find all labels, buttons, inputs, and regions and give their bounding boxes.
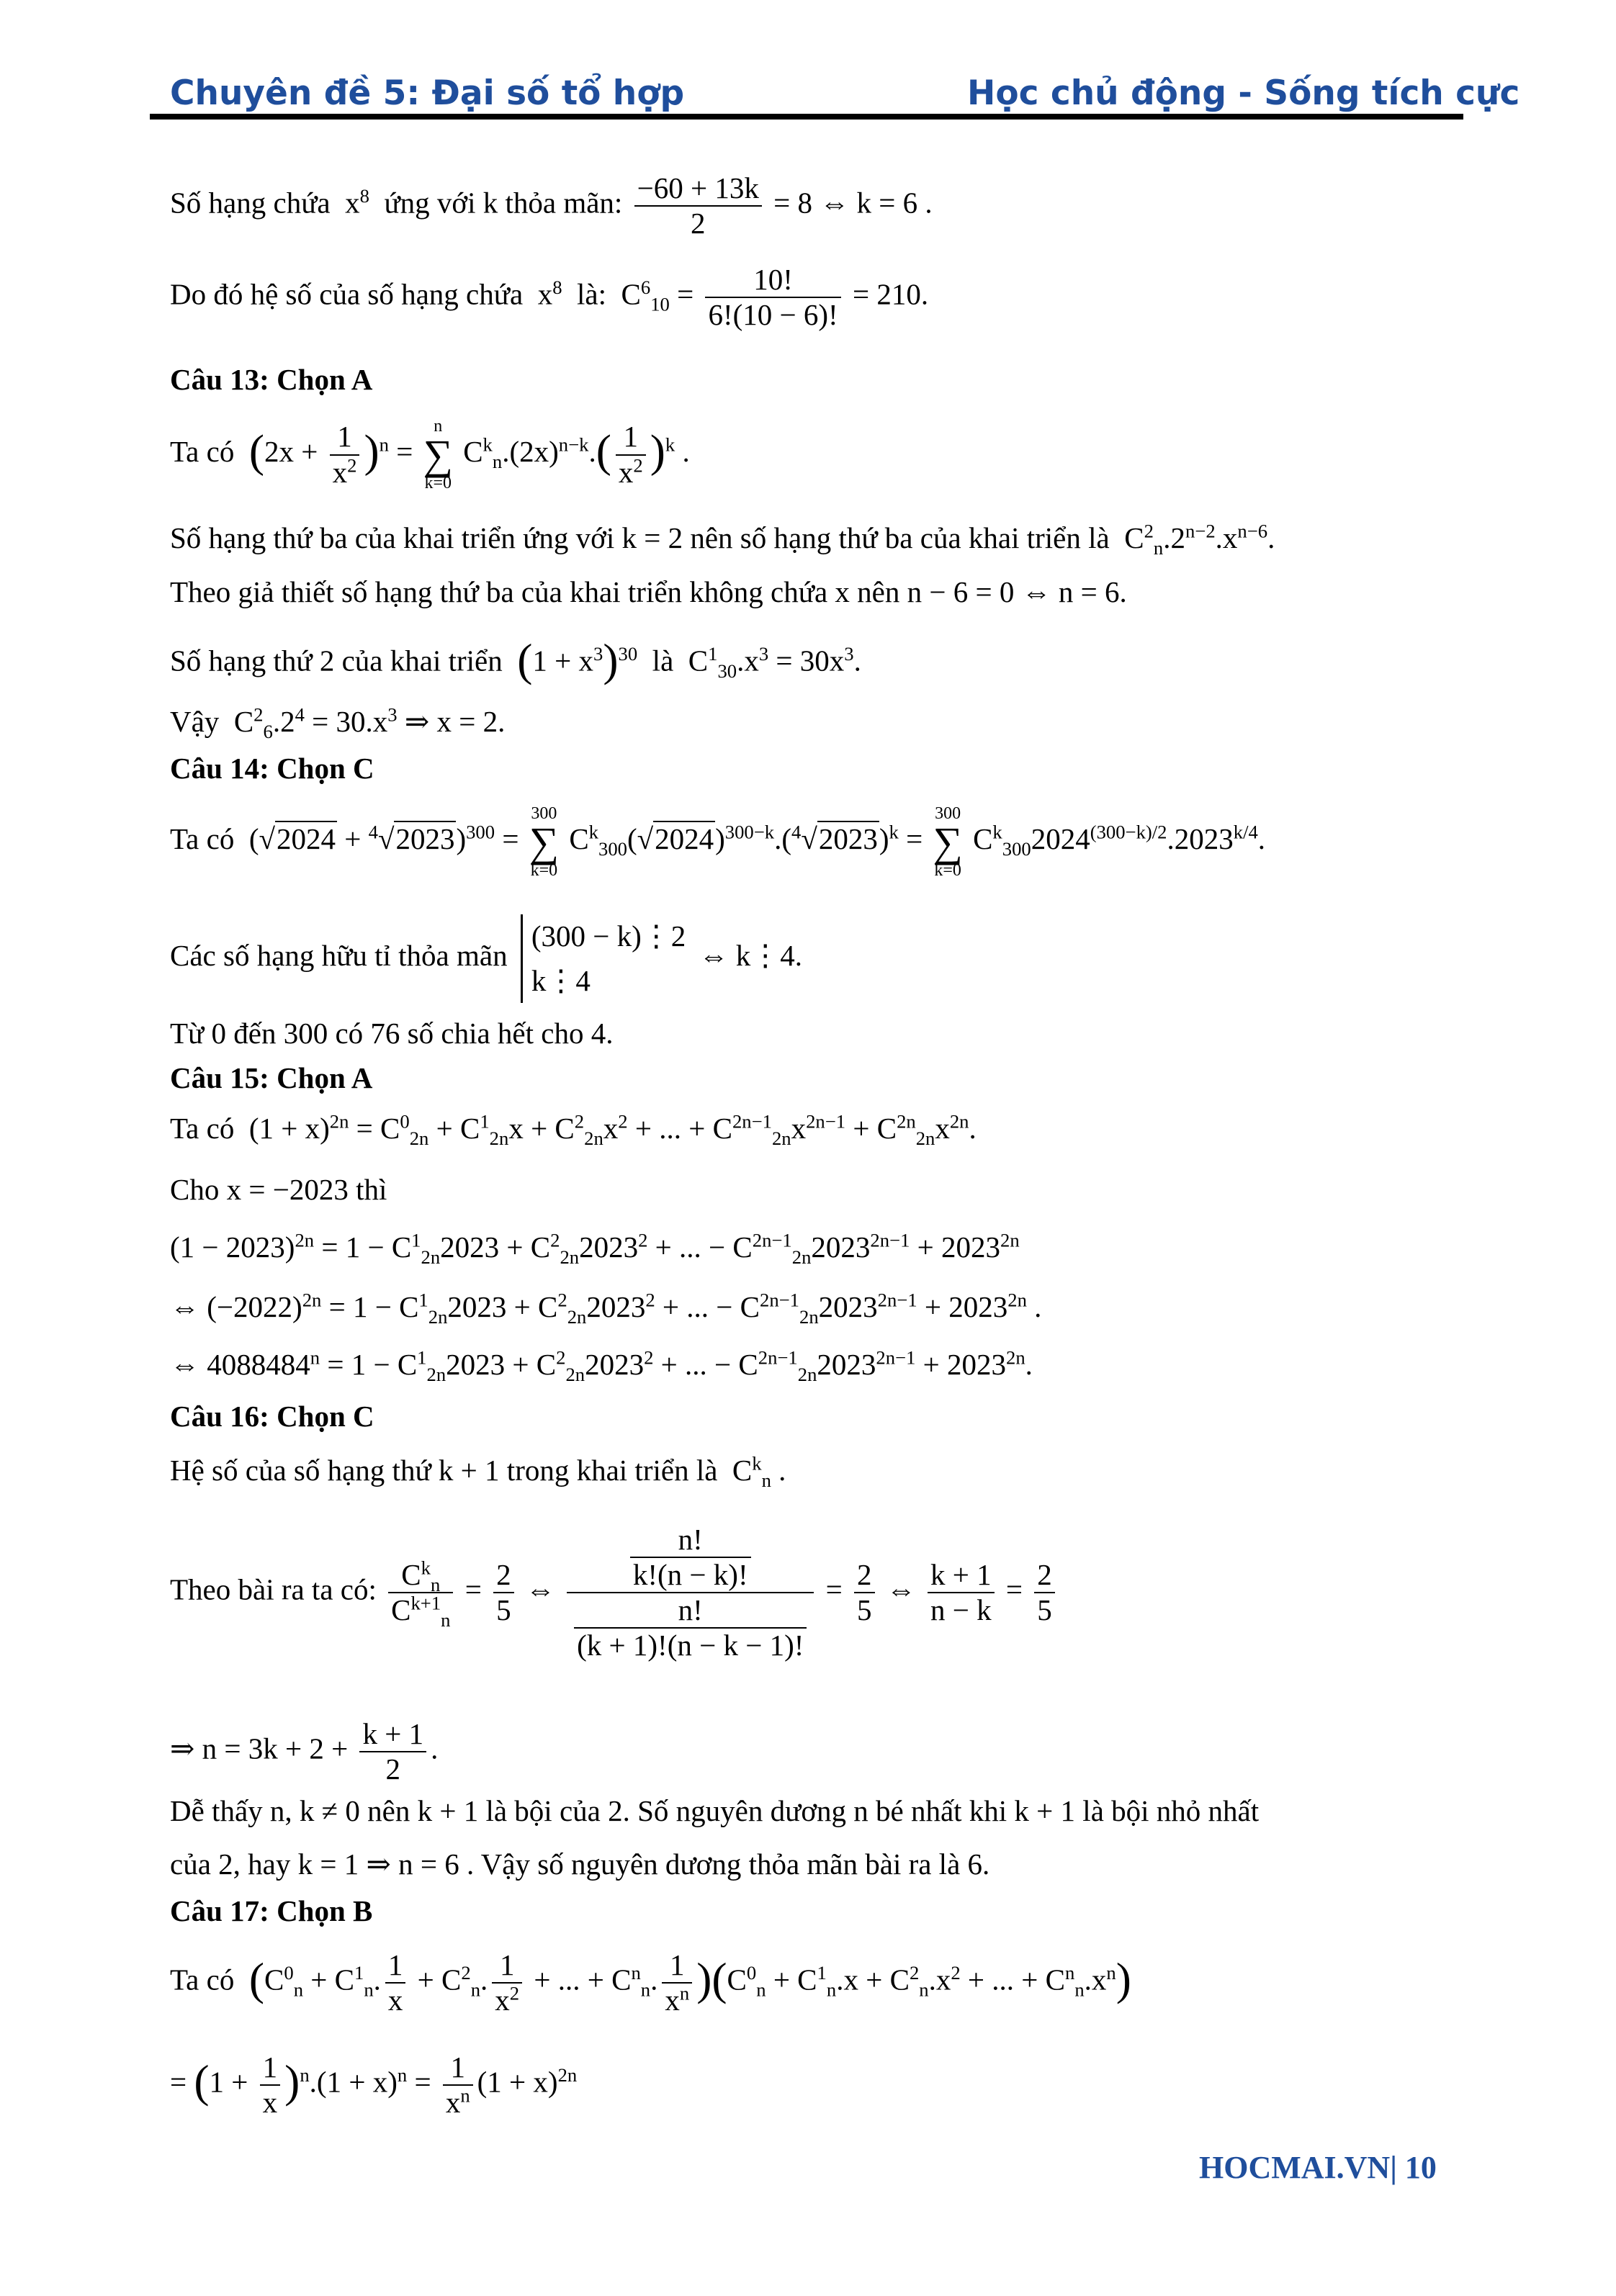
q13-second-term: Số hạng thứ 2 của khai triển $(1 + x^3)^{30}$ là $C^1_{30}.x^3 = 30x^3$. [170,634,861,685]
q16-reasoning-2: của 2, hay k = 1 ⇒ n = 6 . Vậy số nguyên dương thỏa mãn bài ra là 6. [170,1847,990,1881]
q15-expansion: Ta có $(1 + x)^{2n} = C^0_{2n} + C^1_{2n}x + C^2_{2n}x^2$ + ... + $C^{2n-1}_{2n}x^{2n-1} + C^{2n}_{2n}x^{2n}$. [170,1110,977,1150]
q16-ratio: Theo bài ra ta có: $C^k_n$ $C^{k+1}_n$ = $\frac{2}{5}$ ⇔ $\frac{\frac{n!}{k!(n - k)!}}{\frac{n!}{(k + 1)!(n - k - 1)!}}$ = $\frac{2}{5}$ ⇔ $\frac{k + 1}{n - k}$ = $\frac{2}{5}$ [170,1523,1059,1663]
header-right-slogan: Học chủ động - Sống tích cực [967,73,1520,113]
fraction-k-condition: $\frac{-60 + 13k}{2}$ [634,171,762,240]
x8-condition-line: Số hạng chứa $x^8$ ứng với k thỏa mãn: $\frac{-60 + 13k}{2}$ = 8 ⇔ k = 6 . [170,171,933,240]
q15-substitution: Cho x = −2023 thì [170,1173,387,1206]
q16-factorial-ratio: $\frac{\frac{n!}{k!(n - k)!}}{\frac{n!}{(k + 1)!(n - k - 1)!}}$ [567,1523,814,1663]
q13-condition: Theo giả thiết số hạng thứ ba của khai triển không chứa x nên n − 6 = 0 ⇔ n = 6. [170,575,1127,608]
q15-step-1: $(1 - 2023)^{2n} = 1 - C^1_{2n}2023 + C^2_{2n}2023^2$ + ... − $C^{2n-1}_{2n}2023^{2n-1} + 2023^{2n}$ [170,1229,1020,1269]
header-left-title: Chuyên đề 5: Đại số tổ hợp [170,73,685,113]
question-14-heading: Câu 14: Chọn C [170,752,374,785]
footer-site: HOCMAI.VN [1199,2150,1391,2185]
q16-coefficient: Hệ số của số hạng thứ k + 1 trong khai triển là $C^k_n$ . [170,1452,786,1492]
q13-result: Vậy $C^2_6.2^4 = 30.x^3$ ⇒ x = 2. [170,703,506,743]
q14-expansion: Ta có $(√2024 + ^4√2023)^{300}$ = 300 ∑ k=0 $C^k_{300}(√2024)^{300-k}.(^4√2023)^k$ = 300 ∑ k=0 $C^k_{300}2024^{(300-k)/2}.2023^{k/4}$. [170,804,1266,881]
q15-step-2: ⇔ $(-2022)^{2n} = 1 - C^1_{2n}2023 + C^2_{2n}2023^2$ + ... − $C^{2n-1}_{2n}2023^{2n-1} + 2023^{2n}$ . [170,1289,1042,1328]
page-number: 10 [1404,2150,1437,2185]
q14-system: (300 − k)⋮2 k⋮4 [521,914,686,1003]
question-17-heading: Câu 17: Chọn B [170,1894,373,1927]
header-rule [150,114,1463,120]
coefficient-line: Do đó hệ số của số hạng chứa $x^8$ là: $C^6_{10}$ = $\frac{10!}{6!(10 - 6)!}$ = 210. [170,263,929,332]
q13-third-term: Số hạng thứ ba của khai triển ứng với k = 2 nên số hạng thứ ba của khai triển là $C^2_n.2^{n-2}.x^{n-6}$. [170,520,1275,559]
q14-count: Từ 0 đến 300 có 76 số chia hết cho 4. [170,1017,614,1050]
footer-separator: | [1390,2150,1397,2185]
fraction-binomial-10-6: $\frac{10!}{6!(10 - 6)!}$ [705,263,840,332]
question-16-heading: Câu 16: Chọn C [170,1400,374,1433]
footer-page-label [1199,2149,1437,2186]
q16-reasoning-1: Dễ thấy n, k ≠ 0 nên k + 1 là bội của 2. Số nguyên dương n bé nhất khi k + 1 là bội nhỏ nhất [170,1794,1260,1827]
q17-simplified: = (1 + $\frac{1}{x}$ )$^n.(1 + x)^n$ = $\frac{1}{x^n}$ $(1 + x)^{2n}$ [170,2050,578,2120]
q16-n-formula: ⇒ n = 3k + 2 + $\frac{k + 1}{2}$ . [170,1717,439,1786]
q17-product: Ta có ($C^0_n + C^1_n$. $\frac{1}{x}$ + $C^2_n$. $\frac{1}{x^2}$ + ... + $C^n_n$. $\frac{1}{x^n}$ )($C^0_n + C^1_n.x + C^2_n.x^2$ + ... + $C^n_n.x^n$) [170,1948,1131,2017]
question-13-heading: Câu 13: Chọn A [170,363,373,396]
q14-rational-terms: Các số hạng hữu tỉ thỏa mãn (300 − k)⋮2 k⋮4 ⇔ k⋮4. [170,914,802,1003]
q13-expansion: Ta có (2x + $\frac{1}{x^2}$ )$^n$ = n ∑ k=0 $C^k_n.(2x)^{n-k}$.( $\frac{1}{x^2}$ )$^k$ . [170,417,690,493]
question-15-heading: Câu 15: Chọn A [170,1061,373,1094]
q15-step-3: ⇔ $4088484^n = 1 - C^1_{2n}2023 + C^2_{2n}2023^2$ + ... − $C^{2n-1}_{2n}2023^{2n-1} + 2023^{2n}$. [170,1346,1033,1386]
